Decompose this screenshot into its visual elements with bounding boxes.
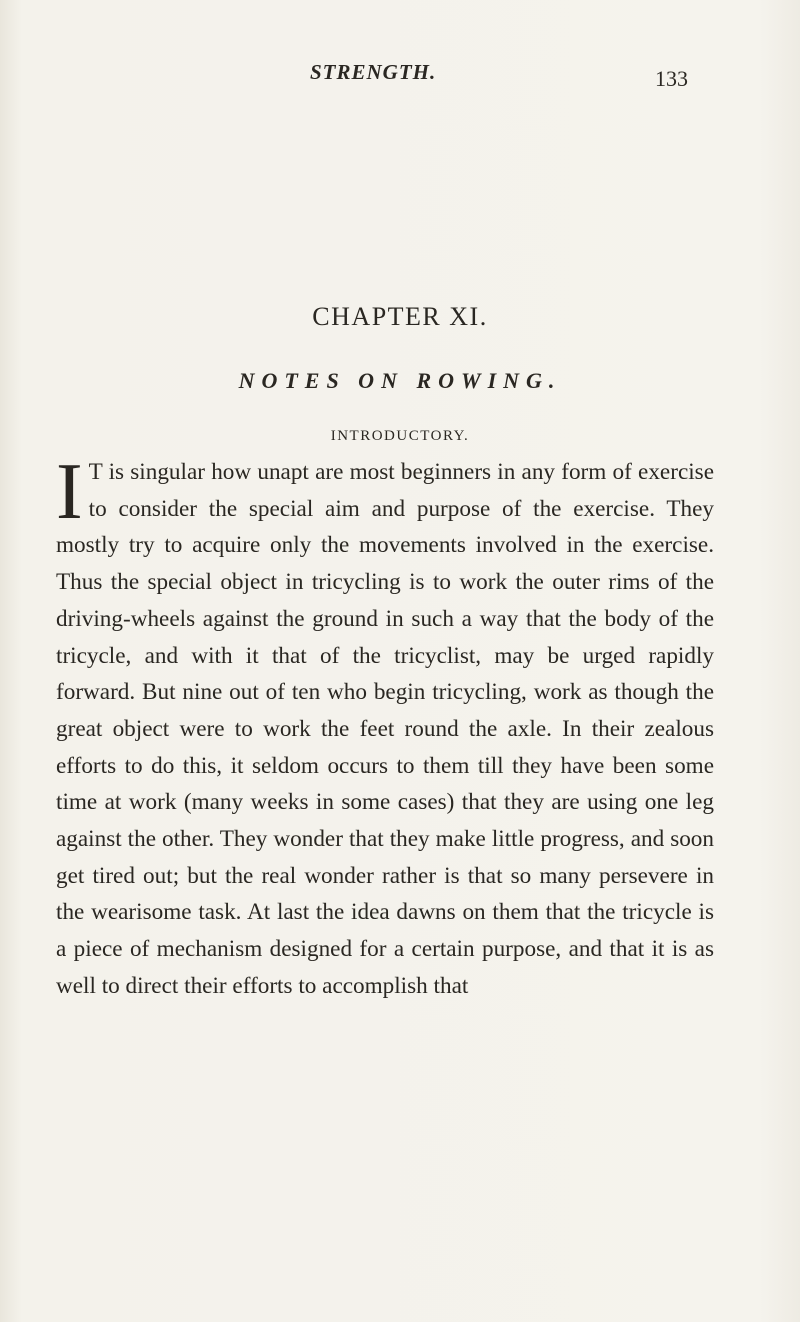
page-number: 133	[655, 66, 688, 91]
running-title: STRENGTH.	[310, 60, 437, 84]
drop-cap: I	[56, 448, 83, 536]
chapter-title: CHAPTER XI.	[312, 302, 488, 331]
section-label: INTRODUCTORY.	[330, 428, 470, 444]
paragraph-text: T is singular how unapt are most beginners in any form of exercise to consider the special aim and purpose of the exercise. They mostly try to acquire only the movements involved in the exercise. Thus the special object in tricycling is to work the outer rims of the driving-wheels against the ground in such a way that the body of the tricycle, and with it that of the tricyclist, may be urged rapidly forward. But nine out of ten who begin tricycling, work as though the great object were to work the feet round the axle. In their zealous efforts to do this, it seldom occurs to them till they have been some time at work (many weeks in some cases) that they are using one leg against the other. They wonder that they make little progress, and soon get tired out; but the real wonder rather is that so many persevere in the wearisome task. At last the idea dawns on them that the tricycle is a piece of mechanism designed for a certain purpose, and that it is as well to direct their efforts to accomplish that	[56, 459, 714, 999]
body-paragraph	[56, 448, 714, 1005]
chapter-subtitle: NOTES ON ROWING.	[238, 368, 562, 393]
running-head	[0, 60, 800, 100]
